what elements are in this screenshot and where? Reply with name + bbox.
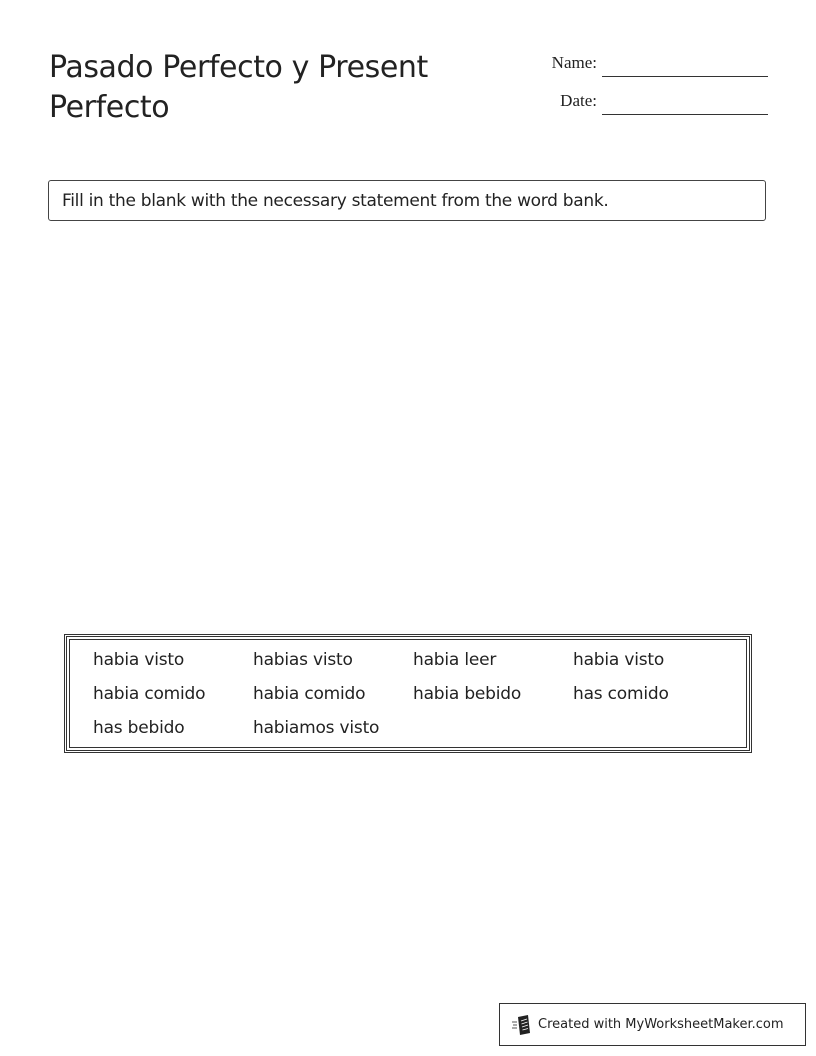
word-bank-item: habiamos visto <box>253 718 380 738</box>
footer-text: Created with MyWorksheetMaker.com <box>538 1017 784 1032</box>
word-bank-item: habia comido <box>253 684 366 704</box>
word-bank-item: habia leer <box>413 650 497 670</box>
name-label: Name: <box>551 53 597 72</box>
word-bank-item: habia visto <box>93 650 185 670</box>
word-bank-item: habia comido <box>93 684 206 704</box>
word-bank-item: habia visto <box>573 650 665 670</box>
name-field[interactable] <box>602 76 768 77</box>
word-bank-item: has comido <box>573 684 669 704</box>
word-bank-item: habia bebido <box>413 684 522 704</box>
date-label: Date: <box>560 91 597 110</box>
date-label-wrap <box>500 91 597 113</box>
footer-badge[interactable] <box>499 1003 806 1046</box>
word-bank-item: habias visto <box>253 650 353 670</box>
worksheet-maker-logo-icon <box>512 1014 532 1036</box>
instructions-box: Fill in the blank with the necessary statement from the word bank. <box>48 180 766 221</box>
word-bank-item: has bebido <box>93 718 185 738</box>
date-field[interactable] <box>602 114 768 115</box>
name-label-wrap <box>500 53 597 75</box>
worksheet-title: Pasado Perfecto y Present Perfecto <box>49 50 428 125</box>
